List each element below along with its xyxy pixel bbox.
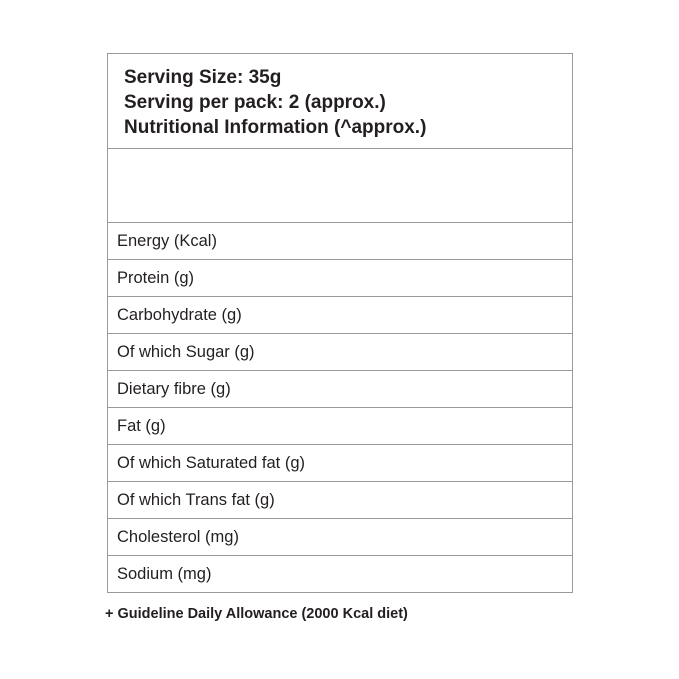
nutrient-row-protein [108, 260, 572, 297]
servings-per-pack: Serving per pack: 2 (approx.) [124, 92, 386, 113]
nutrient-label: Protein (g) [117, 268, 195, 287]
nutrient-row-energy [108, 223, 572, 260]
nutrition-facts-panel [107, 53, 573, 593]
nutrient-label: Sodium (mg) [117, 565, 212, 583]
nutrient-row-carbohydrate [108, 297, 572, 334]
nutrient-label: Of which Saturated fat (g) [117, 453, 306, 472]
serving-size: Serving Size: 35g [124, 67, 282, 88]
nutrient-label: Fat (g) [117, 416, 166, 435]
nutrient-label: Of which Sugar (g) [117, 342, 255, 361]
nutrient-label: Of which Trans fat (g) [117, 490, 275, 509]
gda-footnote: + Guideline Daily Allowance (2000 Kcal diet) [105, 606, 408, 622]
nutrient-row-trans-fat [108, 482, 572, 519]
nutrient-label: Cholesterol (mg) [117, 527, 239, 546]
nutrient-row-fat [108, 408, 572, 445]
nutrition-header [108, 54, 572, 149]
nutrient-row-saturated-fat [108, 445, 572, 482]
nutrition-info-title: Nutritional Information (^approx.) [124, 117, 427, 138]
column-header-area [108, 149, 572, 223]
nutrient-row-sodium [108, 556, 572, 593]
nutrient-row-sugar [108, 334, 572, 371]
nutrient-label: Carbohydrate (g) [117, 305, 242, 324]
nutrient-row-cholesterol [108, 519, 572, 556]
nutrient-row-dietary-fibre [108, 371, 572, 408]
nutrient-label: Energy (Kcal) [117, 231, 217, 250]
nutrient-label: Dietary fibre (g) [117, 379, 231, 398]
